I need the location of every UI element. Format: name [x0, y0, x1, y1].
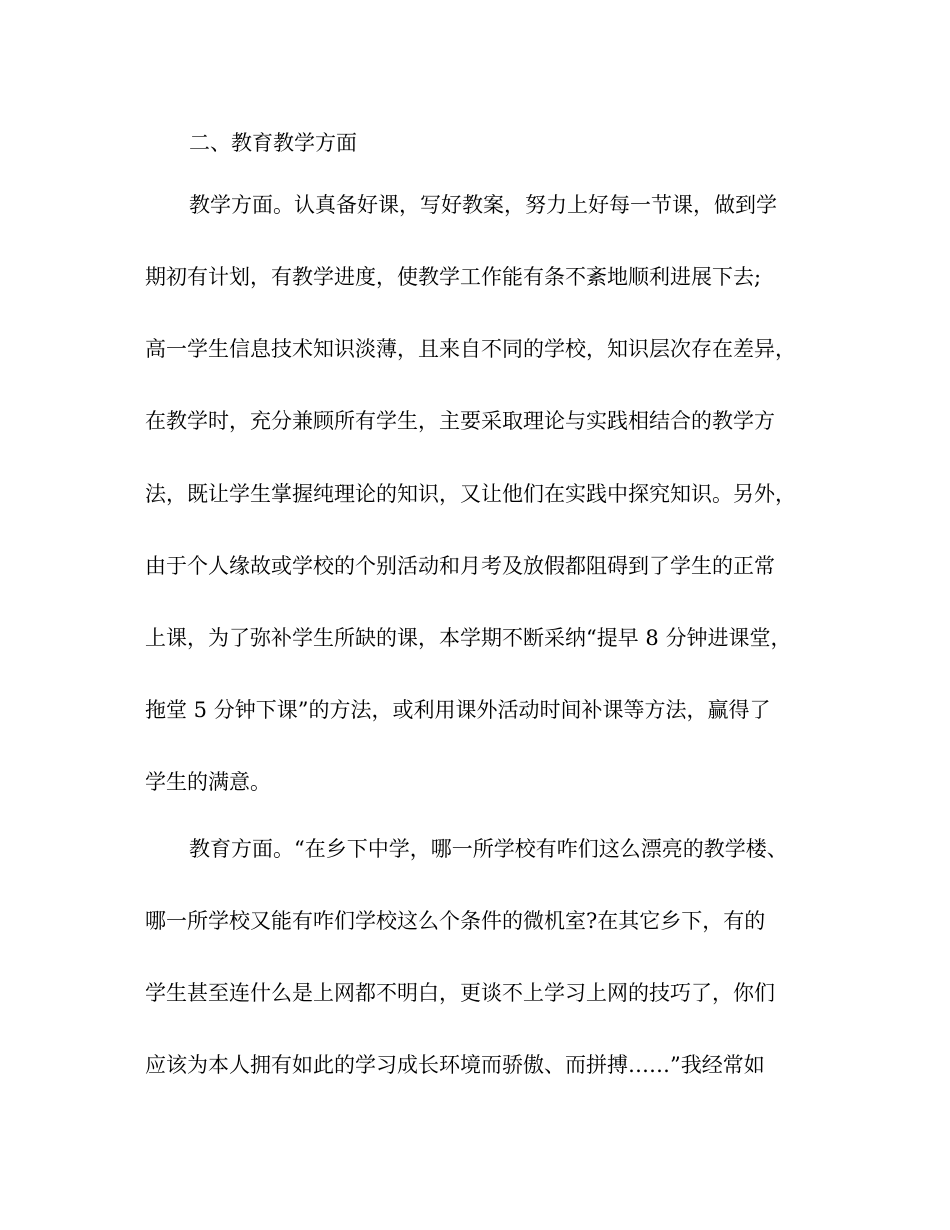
- paragraph-line: 拖堂 5 分钟下课”的方法，或利用课外活动时间补课等方法，赢得了: [145, 698, 771, 722]
- paragraph-line: 学生的满意。: [145, 770, 271, 794]
- paragraph-line: 法，既让学生掌握纯理论的知识，又让他们在实践中探究知识。另外，: [145, 482, 796, 506]
- paragraph-line: 上课，为了弥补学生所缺的课，本学期不断采纳“提早 8 分钟进课堂，: [145, 626, 792, 650]
- paragraph-line: 教学方面。认真备好课，写好教案，努力上好每一节课，做到学: [189, 193, 777, 217]
- paragraph-line: 高一学生信息技术知识淡薄，且来自不同的学校，知识层次存在差异，: [145, 337, 796, 361]
- section-heading: 二、教育教学方面: [189, 131, 357, 155]
- paragraph-line: 教育方面。“在乡下中学，哪一所学校有咋们这么漂亮的教学楼、: [189, 837, 788, 861]
- paragraph-line: 应该为本人拥有如此的学习成长环境而骄傲、而拼搏……”我经常如: [145, 1053, 765, 1077]
- paragraph-line: 在教学时，充分兼顾所有学生，主要采取理论与实践相结合的教学方: [145, 409, 775, 433]
- paragraph-line: 学生甚至连什么是上网都不明白，更谈不上学习上网的技巧了，你们: [145, 981, 775, 1005]
- paragraph-line: 哪一所学校又能有咋们学校这么个条件的微机室?在其它乡下，有的: [145, 909, 766, 933]
- paragraph-line: 由于个人缘故或学校的个别活动和月考及放假都阻碍到了学生的正常: [145, 554, 775, 578]
- paragraph-line: 期初有计划，有教学进度，使教学工作能有条不紊地顺利进展下去;: [145, 265, 762, 289]
